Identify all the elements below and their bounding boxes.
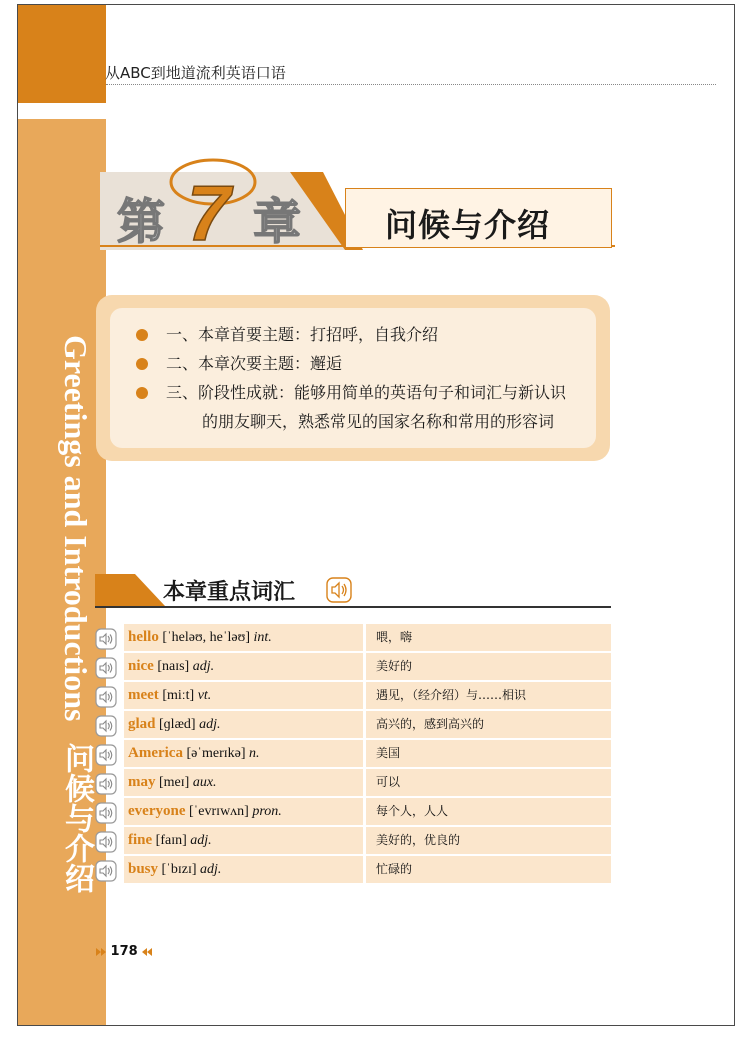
- page-number-text: 178: [110, 944, 138, 959]
- vocab-word-cell: [124, 827, 363, 854]
- vocab-row: [95, 653, 611, 682]
- part-of-speech: pron.: [252, 804, 282, 819]
- arrow-left-icon: [147, 948, 152, 956]
- running-head: 从ABC到地道流利英语口语: [105, 64, 286, 82]
- vocab-word-cell: [124, 682, 363, 709]
- chapter-number: 7: [187, 169, 231, 255]
- speaker-icon[interactable]: [95, 802, 117, 824]
- arrow-right-icon: [101, 948, 106, 956]
- part-of-speech: adj.: [190, 833, 212, 848]
- chapter-prefix: 第: [117, 194, 166, 250]
- phonetic: [əˈmerɪkə]: [186, 746, 246, 761]
- phonetic: [ˈevrɪwʌn]: [188, 804, 249, 819]
- phonetic: [naɪs]: [157, 659, 190, 674]
- vocab-row: [95, 769, 611, 798]
- vocab-word-cell: [124, 653, 363, 680]
- speaker-icon[interactable]: [95, 744, 117, 766]
- bullet-icon: [136, 387, 148, 399]
- phonetic: [miːt]: [162, 688, 195, 703]
- part-of-speech: int.: [253, 630, 272, 645]
- phonetic: [ɡlæd]: [159, 717, 196, 732]
- speaker-icon[interactable]: [95, 628, 117, 650]
- headword: America: [128, 745, 183, 761]
- chapter-suffix: 章: [253, 194, 302, 250]
- objective-item: [120, 378, 600, 407]
- phonetic: [ˈheləʊ, heˈləʊ]: [162, 630, 250, 645]
- headword: fine: [128, 832, 153, 848]
- vocab-word-cell: [124, 798, 363, 825]
- side-title-english: Greetings and Introductions: [58, 335, 94, 722]
- objective-continuation: 的朋友聊天，熟悉常见的国家名称和常用的形容词: [202, 412, 555, 431]
- objective-text: 三、阶段性成就：能够用简单的英语句子和词汇与新认识: [166, 383, 567, 402]
- running-head-arrow-icon: [96, 78, 102, 86]
- vocab-divider: [95, 606, 611, 608]
- running-head-divider: [106, 84, 716, 85]
- part-of-speech: aux.: [192, 775, 217, 790]
- objective-item: [120, 349, 600, 378]
- objective-text: 二、本章次要主题：邂逅: [166, 354, 343, 373]
- page-number: [96, 944, 152, 959]
- vocab-row: [95, 624, 611, 653]
- vocab-table: [95, 624, 611, 885]
- headword: may: [128, 774, 156, 790]
- vocab-meaning-cell: 可以: [366, 769, 611, 796]
- headword: busy: [128, 861, 159, 877]
- speaker-icon[interactable]: [95, 715, 117, 737]
- phonetic: [faɪn]: [155, 833, 187, 848]
- vocab-section-title: 本章重点词汇: [163, 580, 296, 605]
- part-of-speech: vt.: [197, 688, 212, 703]
- headword: glad: [128, 716, 156, 732]
- phonetic: [ˈbɪzɪ]: [161, 862, 197, 877]
- vocab-meaning-cell: 美好的: [366, 653, 611, 680]
- speaker-icon[interactable]: [326, 577, 352, 603]
- vocab-row: [95, 798, 611, 827]
- objectives-list: [120, 320, 600, 436]
- vocab-meaning-cell: 美好的，优良的: [366, 827, 611, 854]
- vocab-meaning-cell: 遇见，（经介绍）与……相识: [366, 682, 611, 709]
- vocab-word-cell: [124, 769, 363, 796]
- part-of-speech: adj.: [199, 717, 221, 732]
- headword: everyone: [128, 803, 186, 819]
- vocab-meaning-cell: 喂，嗨: [366, 624, 611, 651]
- headword: meet: [128, 687, 159, 703]
- speaker-icon[interactable]: [95, 831, 117, 853]
- vocab-meaning-cell: 每个人，人人: [366, 798, 611, 825]
- side-vertical-title: [60, 335, 92, 893]
- speaker-icon[interactable]: [95, 657, 117, 679]
- vocab-row: [95, 711, 611, 740]
- speaker-icon[interactable]: [95, 860, 117, 882]
- vocab-meaning-cell: 忙碌的: [366, 856, 611, 883]
- part-of-speech: adj.: [192, 659, 215, 674]
- vocab-word-cell: [124, 856, 363, 883]
- vocab-row: [95, 740, 611, 769]
- vocab-meaning-cell: 美国: [366, 740, 611, 767]
- top-color-band: [18, 5, 106, 103]
- bullet-icon: [136, 329, 148, 341]
- chapter-title: 问候与介绍: [385, 206, 551, 244]
- vocab-word-cell: [124, 624, 363, 651]
- part-of-speech: n.: [249, 746, 260, 761]
- vocab-meaning-cell: 高兴的，感到高兴的: [366, 711, 611, 738]
- objective-text: 一、本章首要主题：打招呼，自我介绍: [166, 325, 439, 344]
- objective-item: [120, 320, 600, 349]
- vocab-row: [95, 682, 611, 711]
- speaker-icon[interactable]: [95, 686, 117, 708]
- vocab-word-cell: [124, 740, 363, 767]
- vocab-row: [95, 827, 611, 856]
- headword: nice: [128, 658, 154, 674]
- headword: hello: [128, 629, 159, 645]
- vocab-row: [95, 856, 611, 885]
- side-title-chinese: 问候与介绍: [59, 743, 94, 894]
- part-of-speech: adj.: [200, 862, 222, 877]
- vocab-word-cell: [124, 711, 363, 738]
- phonetic: [meɪ]: [159, 775, 190, 790]
- bullet-icon: [136, 358, 148, 370]
- speaker-icon[interactable]: [95, 773, 117, 795]
